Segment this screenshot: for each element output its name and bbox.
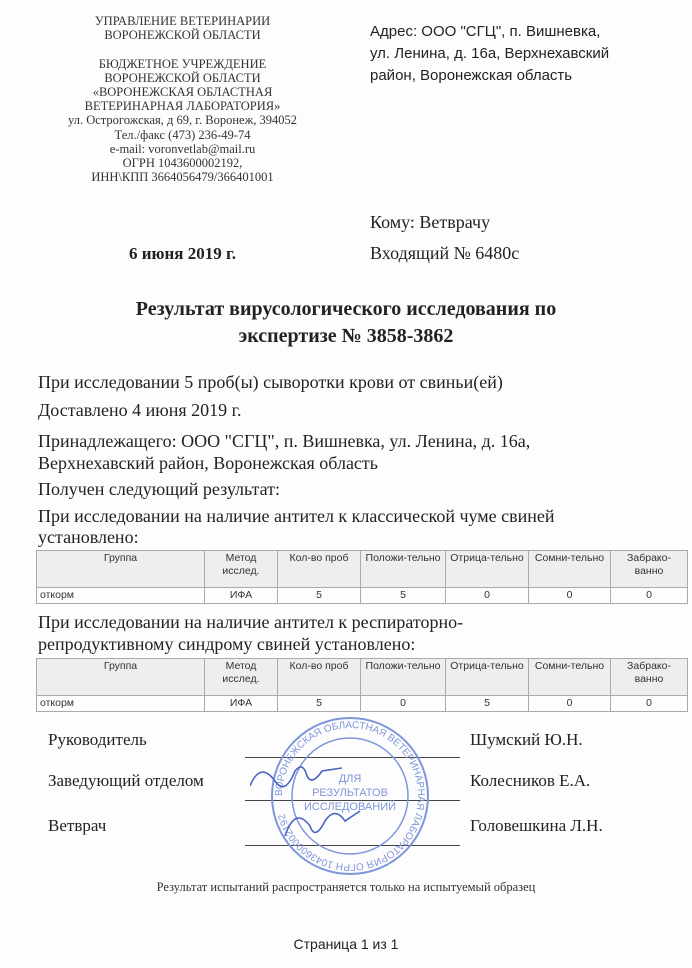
table-cell: 0 [529, 696, 611, 712]
column-header: Сомни-тельно [529, 659, 611, 696]
table-cell: 0 [446, 588, 529, 604]
table-header-row [37, 551, 688, 588]
column-header: Кол-во проб [278, 551, 361, 588]
page-number: Страница 1 из 1 [293, 936, 399, 952]
title-line: экспертизе № 3858-3862 [238, 325, 454, 347]
sender-line: ВОРОНЕЖСКОЙ ОБЛАСТИ [104, 28, 261, 43]
stamp-inner-text: ДЛЯ [338, 773, 362, 785]
footer-note: Результат испытаний распространяется только на испытуемый образец [156, 880, 536, 894]
title-line: Результат вирусологического исследования по [135, 298, 557, 320]
column-header: Отрица-тельно [446, 659, 529, 696]
official-stamp [250, 716, 450, 876]
section2-text: репродуктивному синдрому свиней установлено: [38, 634, 416, 654]
sender-line: ОГРН 1043600002192, [122, 156, 243, 171]
signature-role: Ветврач [48, 816, 107, 835]
column-header: Положи-тельно [361, 659, 446, 696]
sender-line: ВЕТЕРИНАРНАЯ ЛАБОРАТОРИЯ» [84, 99, 281, 114]
table-cell: 0 [611, 588, 688, 604]
body-line: Получен следующий результат: [38, 479, 281, 499]
column-header: Сомни-тельно [529, 551, 611, 588]
sender-line: Тел./факс (473) 236-49-74 [114, 127, 251, 142]
recipient-address [370, 21, 609, 87]
column-header: Группа [37, 659, 205, 696]
stamp-inner-text: ИССЛЕДОВАНИЙ [303, 801, 397, 813]
column-header: Кол-во проб [278, 659, 361, 696]
sender-line: «ВОРОНЕЖСКАЯ ОБЛАСТНАЯ [92, 85, 273, 100]
column-header: Забрако-ванно [611, 659, 688, 696]
address-line: ул. Ленина, д. 16а, Верхнехавский [370, 45, 610, 62]
signature-name: Шумский Ю.Н. [470, 730, 583, 749]
signature-name: Колесников Е.А. [470, 771, 591, 790]
sender-line [60, 42, 305, 56]
signature-name: Головешкина Л.Н. [470, 816, 603, 835]
table-row [37, 696, 688, 712]
column-header: Отрица-тельно [446, 551, 529, 588]
section1-text: При исследовании на наличие антител к классической чуме свиней [38, 506, 555, 526]
recipient-to: Кому: Ветврачу [370, 212, 491, 232]
body-line: Верхнехавский район, Воронежская область [38, 453, 378, 473]
incoming-number: Входящий № 6480с [370, 243, 520, 263]
results-table-csf [36, 550, 688, 604]
body-line: Принадлежащего: ООО "СГЦ", п. Вишневка, ул. Ленина, д. 16а, [38, 431, 531, 451]
page-title [0, 296, 692, 350]
table-cell: 5 [446, 696, 529, 712]
table-cell: 0 [611, 696, 688, 712]
table-cell: ИФА [205, 696, 278, 712]
document-date: 6 июня 2019 г. [128, 244, 237, 263]
table-cell: 5 [278, 696, 361, 712]
sender-line: ИНН\КПП 3664056479/366401001 [91, 170, 274, 185]
table-cell: ИФА [205, 588, 278, 604]
address-line: Адрес: ООО "СГЦ", п. Вишневка, [370, 23, 601, 40]
column-header: Метод исслед. [205, 659, 278, 696]
results-table-prrs [36, 658, 688, 712]
sender-line: БЮДЖЕТНОЕ УЧРЕЖДЕНИЕ [98, 56, 267, 71]
column-header: Группа [37, 551, 205, 588]
table-cell: 5 [361, 588, 446, 604]
sender-line: УПРАВЛЕНИЕ ВЕТЕРИНАРИИ [94, 14, 271, 28]
table-cell: 0 [529, 588, 611, 604]
table-row [37, 588, 688, 604]
body-line: Доставлено 4 июня 2019 г. [38, 400, 242, 420]
body-line: При исследовании 5 проб(ы) сыворотки крови от свиньи(ей) [38, 372, 503, 392]
table-cell: 5 [278, 588, 361, 604]
sender-line: ВОРОНЕЖСКОЙ ОБЛАСТИ [104, 70, 261, 85]
section2-text: При исследовании на наличие антител к респираторно- [38, 612, 464, 632]
address-line: район, Воронежская область [370, 67, 573, 84]
table-cell: 0 [361, 696, 446, 712]
column-header: Метод исслед. [205, 551, 278, 588]
sender-block [60, 14, 305, 184]
table-cell: откорм [37, 696, 205, 712]
table-header-row [37, 659, 688, 696]
stamp-inner-text: РЕЗУЛЬТАТОВ [312, 787, 388, 799]
table-cell: откорм [37, 588, 205, 604]
signature-role: Заведующий отделом [48, 771, 204, 790]
column-header: Забрако-ванно [611, 551, 688, 588]
column-header: Положи-тельно [361, 551, 446, 588]
section1-text: установлено: [38, 527, 139, 547]
sender-line: ул. Острогожская, д 69, г. Воронеж, 394052 [68, 113, 297, 128]
stamp-outer-text: ВОРОНЕЖСКАЯ ОБЛАСТНАЯ ВЕТЕРИНАРНАЯ ЛАБОРАТОРИЯ ОГРН 1043600002192 [273, 719, 427, 873]
sender-line: e-mail: voronvetlab@mail.ru [109, 141, 256, 156]
signature-role: Руководитель [48, 730, 147, 749]
